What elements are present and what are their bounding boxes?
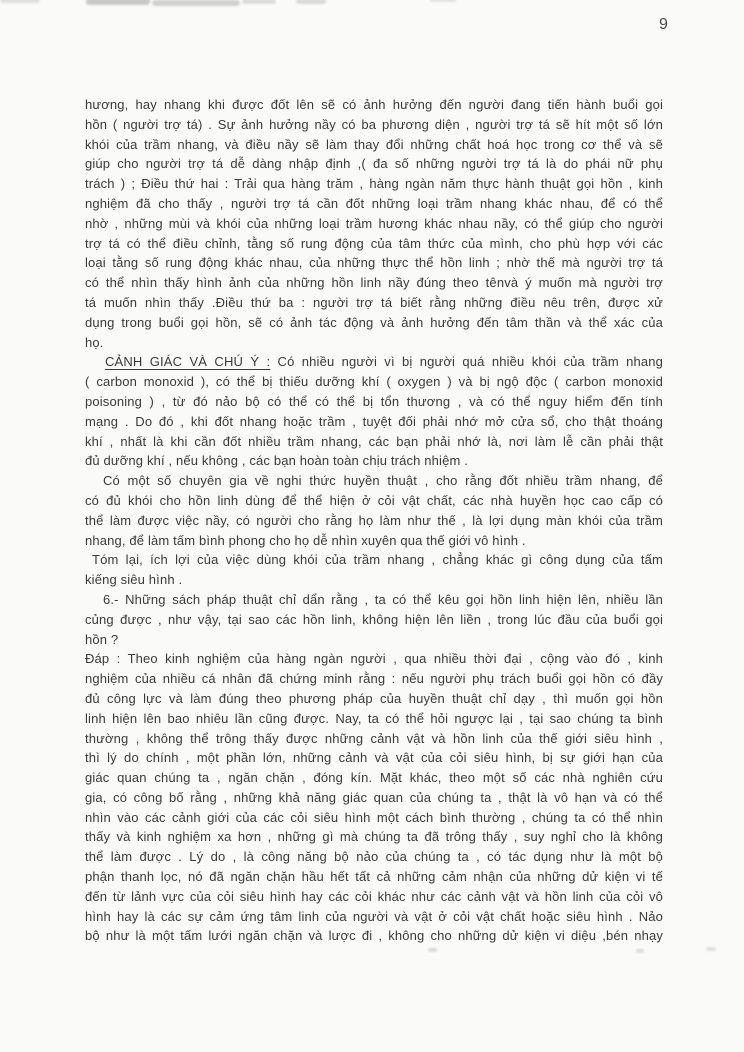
text-line: linh hiện lên bao nhiêu lần cũng được. Nay, ta có thể hỏi ngược lại , tại sao chúng ta bình <box>85 710 663 726</box>
text-line: nghiệm đã cho thấy , người trợ tá cần đốt những loại trầm nhang khác nhau, để có thể <box>85 195 663 211</box>
text-line: họ. <box>85 334 104 350</box>
text-line: ( carbon monoxid ), có thể bị thiếu dưỡng khí ( oxygen ) và bị ngộ độc ( carbon monoxid <box>85 374 663 390</box>
text-line: giúp cho người trợ tá dễ dàng nhập định ,( đa số những người trợ tá là do phái nữ phụ <box>85 156 663 172</box>
text-line: giác quan chúng ta , ngăn chặn , đóng kín. Mặt khác, theo một số các nhà nghiên cứu <box>85 770 663 786</box>
text-line: thể làm được việc nầy, có người cho rằng họ làm như thế , là lợi dụng màn khói của trầm <box>85 512 663 528</box>
page-number: 9 <box>659 16 668 33</box>
text-line: gia, có công bố rằng , những khả năng giác quan của chúng ta , thật là vô hạn và có thể <box>85 789 663 805</box>
scan-artifact <box>706 947 716 951</box>
scan-artifact <box>86 0 150 5</box>
text-line: thấy và kinh nghiệm xa hơn , những gì mà chúng ta đã trông thấy , suy nghỉ cho là không <box>85 829 663 845</box>
text-line: loại tằng số rung động khác nhau, của những thực thể hồn linh ; nhờ thế mà người trợ tá <box>85 255 663 271</box>
section-heading: CẢNH GIÁC VÀ CHÚ Ý : <box>105 354 271 370</box>
text-line: hình hay là các sự cảm ứng tâm linh của người và vật ở cỏi vật chất hoặc siêu hình . Nảo <box>85 908 663 924</box>
text-line: Có một số chuyên gia về nghi thức huyền thuật , cho rằng đốt nhiều trầm nhang, để <box>103 473 663 489</box>
text-line: hồn ( người trợ tá) . Sự ảnh hưởng nầy có ba phương diện , người trợ tá sẽ hít một số lớn <box>85 116 663 132</box>
text-line: dụng trong buổi gọi hồn, sẽ có ảnh tác động và ảnh hưởng đến tâm thần và thể xác của <box>85 314 663 330</box>
text-line: tá muốn nhìn thấy .Điều thứ ba : người trợ tá biết rằng những điều nêu trên, được xử <box>85 294 663 310</box>
scan-artifact <box>428 948 437 952</box>
text-line: hương, hay nhang khi được đốt lên sẽ có ảnh hưởng đến người đang tiến hành buổi gọi <box>85 97 663 112</box>
text-block <box>85 95 663 946</box>
text-line: thì lý do chính , một phần lớn, những cảnh và vật của cỏi siêu hình, bị sự giới hạn của <box>85 750 663 766</box>
text-line: có đủ khói cho hồn linh dùng để thể hiện ở cỏi vật chất, các nhà huyền học cao cấp có <box>85 492 663 508</box>
text-line: thường , không thể trông thấy được những cảnh vật và hồn linh của thế giới siêu hình , <box>85 730 663 746</box>
text-line: poisoning ) , từ đó nảo bộ có thể có thể bị tổn thương , và có thể nguy hiểm đến tính <box>85 393 663 409</box>
text-line: CẢNH GIÁC VÀ CHÚ Ý : Có nhiều người vì bị người quá nhiều khói của trầm nhang <box>105 354 664 370</box>
text-line: Đáp : Theo kinh nghiệm của hàng ngàn người , qua nhiều thời đại , cộng vào đó , kinh <box>85 651 663 667</box>
text-line: phận thanh lọc, nó đã ngăn chặn hầu hết tất cả những cảm nhận của những dử kiện vi tế <box>85 869 663 885</box>
text-line: nhìn vào các cảnh giới của các cỏi siêu hình một cách bình thường , chúng ta có thể nhìn <box>85 809 663 825</box>
scan-artifact <box>152 0 240 6</box>
text-line: nhang, để làm tấm bình phong cho họ dễ nhìn xuyên qua thế giới vô hình . <box>85 532 526 548</box>
text-line: đến từ lảnh vực của cỏi siêu hình hay các cỏi khác như các cảnh vật và hồn linh của cỏi vô <box>85 888 663 904</box>
text-line: nhờ , những mùi và khói của những loại trầm hương khác nhau nầy, có thể giúp cho người <box>85 215 663 231</box>
text-line: trách ) ; Điều thứ hai : Trải qua hàng trăm , hàng ngàn năm thực hành thuật gọi hồn , kinh <box>85 176 663 192</box>
text-line: có thể nhìn thấy hình ảnh của những hồn linh nầy đúng theo tênvà ý muốn mà người trợ <box>85 275 663 291</box>
text-line: khí , nhất là khi cần đốt nhiều trầm nhang, các bạn phải nhớ là, nơi làm lễ cần phải thật <box>85 433 663 449</box>
text-line: nghiệm của nhiều cá nhân đã chứng minh rằng : nếu người phụ trách buổi gọi hồn có đầy <box>85 671 663 687</box>
text-line: hồn ? <box>85 631 119 647</box>
text-line: kiếng siêu hình . <box>85 572 183 588</box>
text-line: trợ tá có thể điều chỉnh, tằng số rung động của tâm thức của mình, cho phù hợp với các <box>85 235 663 251</box>
text-line: thể làm được . Lý do , là công năng bộ nảo của chúng ta , có tác dụng như là một bộ <box>85 849 663 865</box>
scan-artifact <box>242 0 276 4</box>
scan-artifact <box>430 0 456 2</box>
text-line: củng được , như vậy, tại sao các hồn linh, không hiện lên liền , trong lúc đầu của buổi gọi <box>85 611 663 627</box>
text-line: bộ như là một tấm lưới ngăn chặn và lược đi , không cho những dử kiện vi diệu ,bén nhạy <box>85 928 663 944</box>
scan-artifact <box>0 0 40 3</box>
text-line: đủ công lực và làm đúng theo phương pháp của huyền thuật chỉ dạy , thì muốn gọi hồn <box>85 690 663 706</box>
scan-artifact <box>296 0 326 4</box>
scan-artifact <box>636 949 644 953</box>
text-line: đủ dưỡng khí , nếu không , các bạn hoàn toàn chịu trách nhiệm . <box>85 453 468 469</box>
text-line: mạng . Do đó , khi đốt nhang hoặc trầm , tuyệt đối phải nhớ mở cửa sổ, cho thật thoáng <box>85 413 663 429</box>
text-line: 6.- Những sách pháp thuật chỉ dẩn rằng , ta có thể kêu gọi hồn linh hiện lên, nhiều lần <box>103 591 663 607</box>
text-line: Tóm lại, ích lợi của việc dùng khói của trầm nhang , chẳng khác gì công dụng của tấm <box>92 552 663 568</box>
text-line: khói của trầm nhang, và điều nầy sẽ làm thay đổi những chất hoá học trong cơ thể và sẽ <box>85 136 663 152</box>
